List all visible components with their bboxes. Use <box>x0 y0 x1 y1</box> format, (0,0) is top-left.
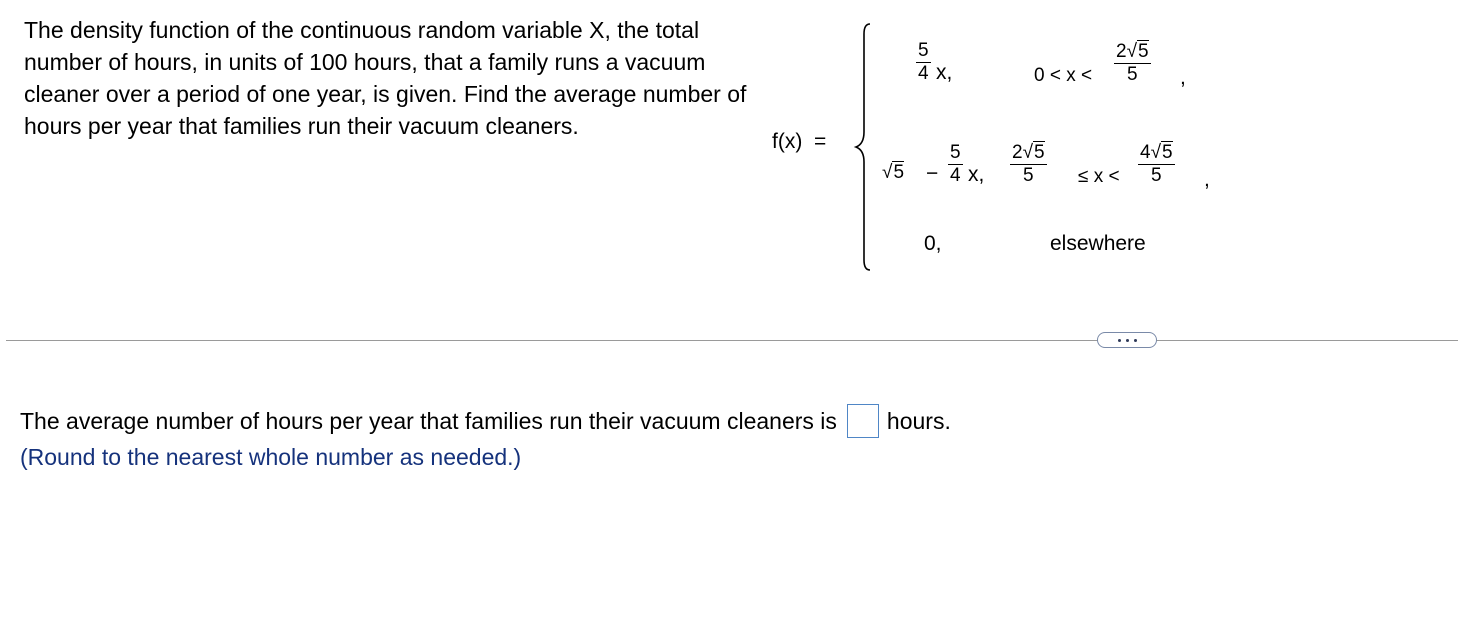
case2-radicand: 5 <box>893 162 905 183</box>
case2-sqrt: √5 <box>882 162 905 183</box>
section-divider <box>6 340 1458 341</box>
function-label: f(x) = <box>772 130 827 153</box>
case2-lower-bound: 2√5 5 <box>1012 142 1045 186</box>
case2-minus: − <box>926 162 939 185</box>
case3-value: 0, <box>924 232 942 255</box>
case1-bound-radicand: 5 <box>1138 41 1149 62</box>
case2-coef-den: 4 <box>950 165 961 186</box>
case2-condition: ≤ x < <box>1078 166 1120 187</box>
case2-lb-den: 5 <box>1023 165 1034 186</box>
case2-coef-num: 5 <box>950 142 961 163</box>
case2-trailing-comma: , <box>1204 168 1210 191</box>
case1-bound-den: 5 <box>1127 64 1138 85</box>
case1-bound-coef: 2 <box>1116 41 1127 62</box>
case2-ub-coef: 4 <box>1140 142 1151 163</box>
more-options-icon <box>1118 339 1121 342</box>
case2-upper-bound: 4√5 5 <box>1140 142 1173 186</box>
case2-coefficient <box>948 142 963 187</box>
case1-coefficient <box>916 40 931 85</box>
case2-lb-radicand: 5 <box>1034 142 1045 163</box>
more-options-button[interactable] <box>1097 332 1157 348</box>
rounding-hint: (Round to the nearest whole number as needed.) <box>20 444 522 470</box>
question-text: The density function of the continuous random variable X, the total number of hours, in units of 100 hours, that a family runs a vacuum cleaner over a period of one year, is given. Find the average number of hours per year that families run their vacuum cleaners. <box>24 17 747 139</box>
piecewise-brace <box>846 20 872 274</box>
case2-lb-coef: 2 <box>1012 142 1023 163</box>
answer-input[interactable] <box>847 404 879 438</box>
answer-prefix: The average number of hours per year that families run their vacuum cleaners is <box>20 407 837 434</box>
case1-upper-bound: 2√5 5 <box>1116 41 1149 85</box>
answer-suffix: hours. <box>886 407 951 434</box>
answer-line <box>20 404 951 438</box>
case1-condition: 0 < x < <box>1034 65 1093 86</box>
case1-trailing-comma: , <box>1180 66 1186 89</box>
case2-ub-radicand: 5 <box>1162 142 1173 163</box>
case1-var: x, <box>936 61 953 84</box>
case3-condition: elsewhere <box>1050 232 1146 255</box>
case1-coef-den: 4 <box>918 63 929 84</box>
case2-var: x, <box>968 163 985 186</box>
case2-ub-den: 5 <box>1151 165 1162 186</box>
case1-coef-num: 5 <box>918 40 929 61</box>
